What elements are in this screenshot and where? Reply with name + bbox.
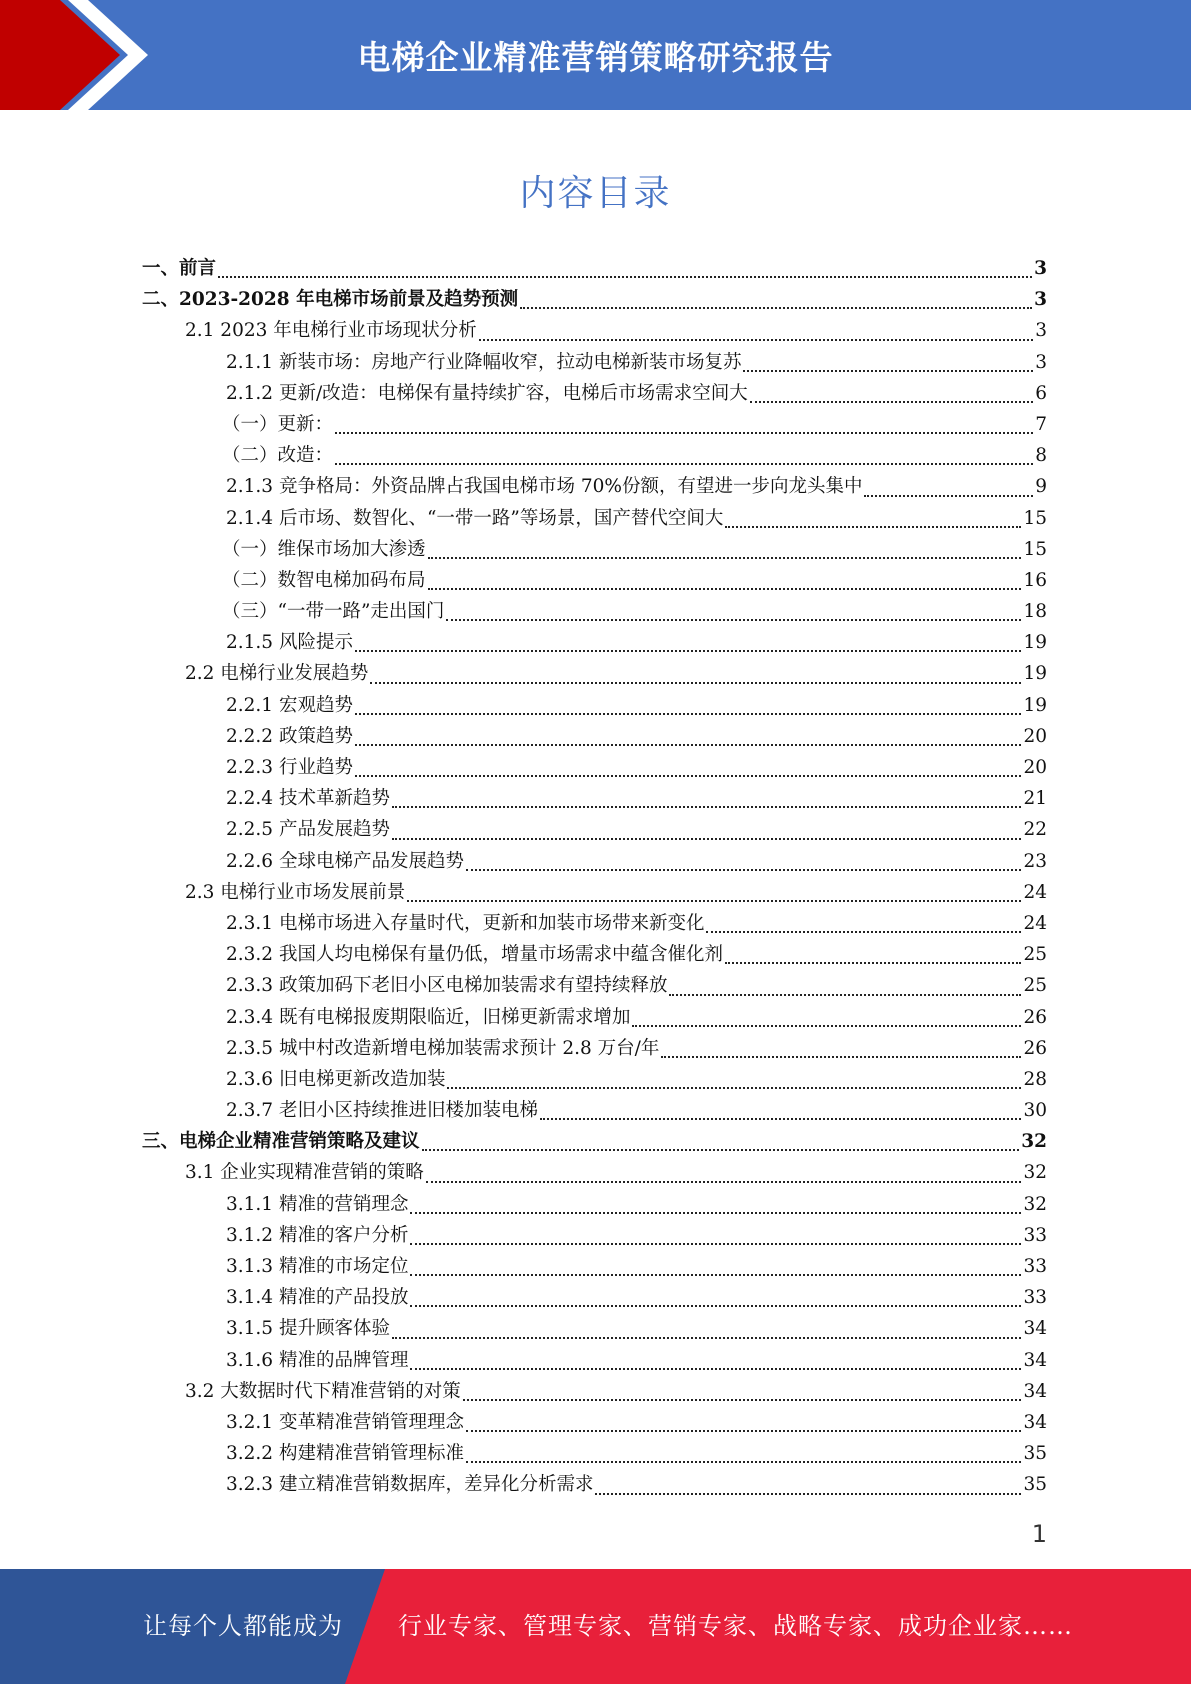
toc-dot-leader [479,339,1033,341]
toc-entry-page: 18 [1023,601,1047,623]
toc-entry-text: （三）“一带一路”走出国门 [222,601,445,623]
page-header [0,0,1191,110]
toc-dot-leader [392,806,1021,808]
toc-entry[interactable] [142,1221,1047,1252]
toc-entry-text: 3.1.5 提升顾客体验 [226,1318,390,1340]
toc-entry-page: 6 [1035,382,1047,404]
toc-entry-text: 2.2 电梯行业发展趋势 [185,663,369,685]
toc-dot-leader [446,619,1021,621]
toc-entry-text: 2.2.6 全球电梯产品发展趋势 [226,850,464,872]
toc-entry-page: 25 [1023,944,1047,966]
toc-dot-leader [355,713,1022,715]
toc-entry[interactable] [142,659,1047,690]
table-of-contents [142,254,1047,1502]
toc-entry-text: 3.1.3 精准的市场定位 [226,1256,409,1277]
toc-entry-page: 26 [1023,1006,1047,1028]
toc-dot-leader [355,775,1022,777]
toc-dot-leader [725,962,1021,964]
toc-entry-text: 2.1.1 新装市场：房地产行业降幅收窄，拉动电梯新装市场复苏 [226,351,742,373]
toc-entry[interactable] [142,878,1047,909]
toc-entry-page: 22 [1023,819,1047,841]
toc-entry-page: 19 [1023,632,1047,654]
toc-entry-text: 2.3 电梯行业市场发展前景 [185,881,406,903]
toc-entry-text: （一）维保市场加大渗透 [222,538,426,560]
toc-entry[interactable] [142,1190,1047,1221]
toc-dot-leader [426,1181,1022,1183]
toc-entry[interactable] [142,1408,1047,1439]
toc-dot-leader [466,1430,1021,1432]
toc-entry[interactable] [142,722,1047,753]
page-footer [0,1569,1191,1684]
toc-entry[interactable] [142,784,1047,815]
toc-entry-text: 3.1.6 精准的品牌管理 [226,1349,409,1371]
toc-entry[interactable] [142,1003,1047,1034]
toc-entry[interactable] [142,691,1047,722]
toc-entry[interactable] [142,1158,1047,1189]
toc-entry-text: 2.1 2023 年电梯行业市场现状分析 [185,320,477,342]
toc-dot-leader [466,1461,1021,1463]
toc-entry-page: 15 [1023,538,1047,560]
toc-entry-page: 33 [1023,1287,1047,1309]
toc-dot-leader [410,1274,1021,1276]
toc-entry-page: 34 [1023,1380,1047,1402]
toc-entry[interactable] [142,628,1047,659]
toc-dot-leader [335,432,1033,434]
toc-entry-page: 35 [1023,1443,1047,1465]
toc-entry-page: 26 [1023,1037,1047,1059]
toc-entry-text: 2.3.6 旧电梯更新改造加装 [226,1068,446,1090]
toc-entry-text: 3.2 大数据时代下精准营销的对策 [185,1380,461,1402]
toc-dot-leader [743,370,1033,372]
toc-entry-page: 3 [1034,289,1047,311]
toc-dot-leader [392,838,1021,840]
toc-entry[interactable] [142,847,1047,878]
toc-entry-page: 34 [1023,1349,1047,1371]
toc-entry[interactable] [142,940,1047,971]
toc-dot-leader [355,650,1022,652]
toc-entry[interactable] [142,1127,1047,1158]
toc-entry-page: 25 [1023,975,1047,997]
toc-dot-leader [335,463,1033,465]
toc-entry-page: 34 [1023,1318,1047,1340]
toc-entry-page: 8 [1035,445,1047,467]
toc-entry-page: 20 [1023,757,1047,778]
toc-entry-page: 19 [1023,663,1047,685]
toc-dot-leader [632,1025,1021,1027]
toc-entry[interactable] [142,971,1047,1002]
toc-entry[interactable] [142,316,1047,347]
toc-entry-text: 2.2.1 宏观趋势 [226,694,353,716]
toc-entry-page: 7 [1035,413,1047,435]
toc-dot-leader [218,276,1032,278]
toc-dot-leader [370,682,1021,684]
toc-dot-leader [392,1337,1021,1339]
toc-entry[interactable] [142,753,1047,784]
toc-entry-text: 2.3.5 城中村改造新增电梯加装需求预计 2.8 万台/年 [226,1037,660,1059]
toc-entry-page: 20 [1023,725,1047,747]
toc-entry-text: （一）更新： [222,413,334,435]
toc-entry[interactable] [142,1314,1047,1345]
toc-entry-page: 30 [1023,1100,1047,1122]
toc-entry[interactable] [142,410,1047,441]
toc-entry-text: 3.1.2 精准的客户分析 [226,1224,409,1246]
toc-entry[interactable] [142,597,1047,628]
toc-dot-leader [520,307,1032,309]
toc-entry-text: （二）改造： [222,445,334,467]
toc-dot-leader [410,1368,1021,1370]
toc-entry-page: 9 [1035,476,1047,498]
toc-entry[interactable] [142,909,1047,940]
toc-dot-leader [422,1149,1020,1151]
footer-slogan-left: 让每个人都能成为 [143,1612,343,1640]
toc-entry-text: 一、前言 [142,258,217,279]
toc-entry-page: 35 [1023,1474,1047,1496]
toc-entry-text: 2.1.4 后市场、数智化、“一带一路”等场景，国产替代空间大 [226,507,724,529]
toc-entry[interactable] [142,254,1047,285]
toc-dot-leader [466,869,1021,871]
toc-entry-text: 2.1.3 竞争格局：外资品牌占我国电梯市场 70%份额，有望进一步向龙头集中 [226,476,863,498]
toc-entry-page: 21 [1023,788,1047,810]
toc-entry-text: 3.2.1 变革精准营销管理理念 [226,1411,464,1433]
header-title: 电梯企业精准营销策略研究报告 [357,37,834,77]
page-number: 1 [1031,1520,1047,1548]
toc-dot-leader [669,994,1021,996]
toc-entry-text: 三、电梯企业精准营销策略及建议 [142,1131,420,1153]
toc-dot-leader [447,1087,1021,1089]
toc-dot-leader [706,931,1021,933]
toc-entry-text: 2.3.2 我国人均电梯保有量仍低，增量市场需求中蕴含催化剂 [226,944,723,966]
toc-entry[interactable] [142,1283,1047,1314]
toc-entry[interactable] [142,285,1047,316]
toc-dot-leader [428,557,1022,559]
toc-dot-leader [540,1118,1021,1120]
toc-entry[interactable] [142,1034,1047,1065]
toc-entry-page: 24 [1023,881,1047,903]
toc-entry-page: 3 [1035,320,1047,342]
toc-entry-page: 33 [1023,1224,1047,1246]
toc-dot-leader [355,744,1022,746]
toc-entry-text: 2.3.4 既有电梯报废期限临近，旧梯更新需求增加 [226,1006,631,1028]
toc-dot-leader [410,1243,1021,1245]
toc-entry[interactable] [142,1252,1047,1283]
toc-entry-page: 34 [1023,1411,1047,1433]
toc-entry-text: 3.1.4 精准的产品投放 [226,1287,409,1309]
toc-entry-text: 2.3.7 老旧小区持续推进旧楼加装电梯 [226,1100,538,1122]
toc-entry-text: 2.2.4 技术革新趋势 [226,788,390,810]
toc-entry[interactable] [142,815,1047,846]
toc-entry[interactable] [142,441,1047,472]
toc-entry[interactable] [142,504,1047,535]
toc-dot-leader [410,1305,1021,1307]
toc-dot-leader [410,1212,1021,1214]
toc-entry-page: 28 [1023,1068,1047,1090]
toc-entry[interactable] [142,472,1047,503]
toc-entry[interactable] [142,566,1047,597]
toc-entry-text: 2.1.2 更新/改造：电梯保有量持续扩容，电梯后市场需求空间大 [226,382,748,404]
toc-entry-page: 32 [1023,1193,1047,1215]
toc-entry-text: （二）数智电梯加码布局 [222,569,426,591]
toc-entry[interactable] [142,1096,1047,1127]
toc-dot-leader [407,900,1021,902]
toc-entry-page: 32 [1021,1131,1047,1153]
toc-entry-text: 二、2023-2028 年电梯市场前景及趋势预测 [142,289,519,311]
toc-entry-text: 3.1 企业实现精准营销的策略 [185,1162,424,1184]
toc-entry-page: 3 [1034,258,1047,279]
toc-entry[interactable] [142,348,1047,379]
toc-dot-leader [463,1399,1022,1401]
toc-entry[interactable] [142,1377,1047,1408]
toc-entry-text: 2.1.5 风险提示 [226,632,353,654]
toc-title: 内容目录 [519,173,672,214]
toc-entry-text: 2.2.3 行业趋势 [226,757,353,778]
toc-dot-leader [750,401,1034,403]
toc-entry[interactable] [142,1470,1047,1501]
toc-entry[interactable] [142,535,1047,566]
toc-entry-page: 24 [1023,912,1047,934]
toc-entry-page: 19 [1023,694,1047,716]
toc-dot-leader [864,495,1033,497]
toc-dot-leader [428,588,1022,590]
toc-entry-page: 23 [1023,850,1047,872]
toc-entry[interactable] [142,1065,1047,1096]
footer-slogan-right: 行业专家、管理专家、营销专家、战略专家、成功企业家…… [398,1612,1073,1640]
toc-dot-leader [595,1493,1021,1495]
toc-entry-text: 3.2.3 建立精准营销数据库，差异化分析需求 [226,1474,594,1496]
toc-entry-page: 33 [1023,1256,1047,1277]
toc-entry-text: 2.3.3 政策加码下老旧小区电梯加装需求有望持续释放 [226,975,668,997]
toc-entry-text: 3.1.1 精准的营销理念 [226,1193,409,1215]
toc-entry[interactable] [142,379,1047,410]
toc-dot-leader [661,1056,1021,1058]
toc-entry-text: 3.2.2 构建精准营销管理标准 [226,1443,464,1465]
toc-entry[interactable] [142,1346,1047,1377]
toc-entry[interactable] [142,1439,1047,1470]
toc-entry-page: 16 [1023,569,1047,591]
toc-entry-page: 3 [1035,351,1047,373]
toc-entry-text: 2.2.2 政策趋势 [226,725,353,747]
toc-entry-text: 2.3.1 电梯市场进入存量时代，更新和加装市场带来新变化 [226,912,705,934]
toc-entry-page: 32 [1023,1162,1047,1184]
toc-entry-text: 2.2.5 产品发展趋势 [226,819,390,841]
toc-dot-leader [725,526,1021,528]
toc-entry-page: 15 [1023,507,1047,529]
